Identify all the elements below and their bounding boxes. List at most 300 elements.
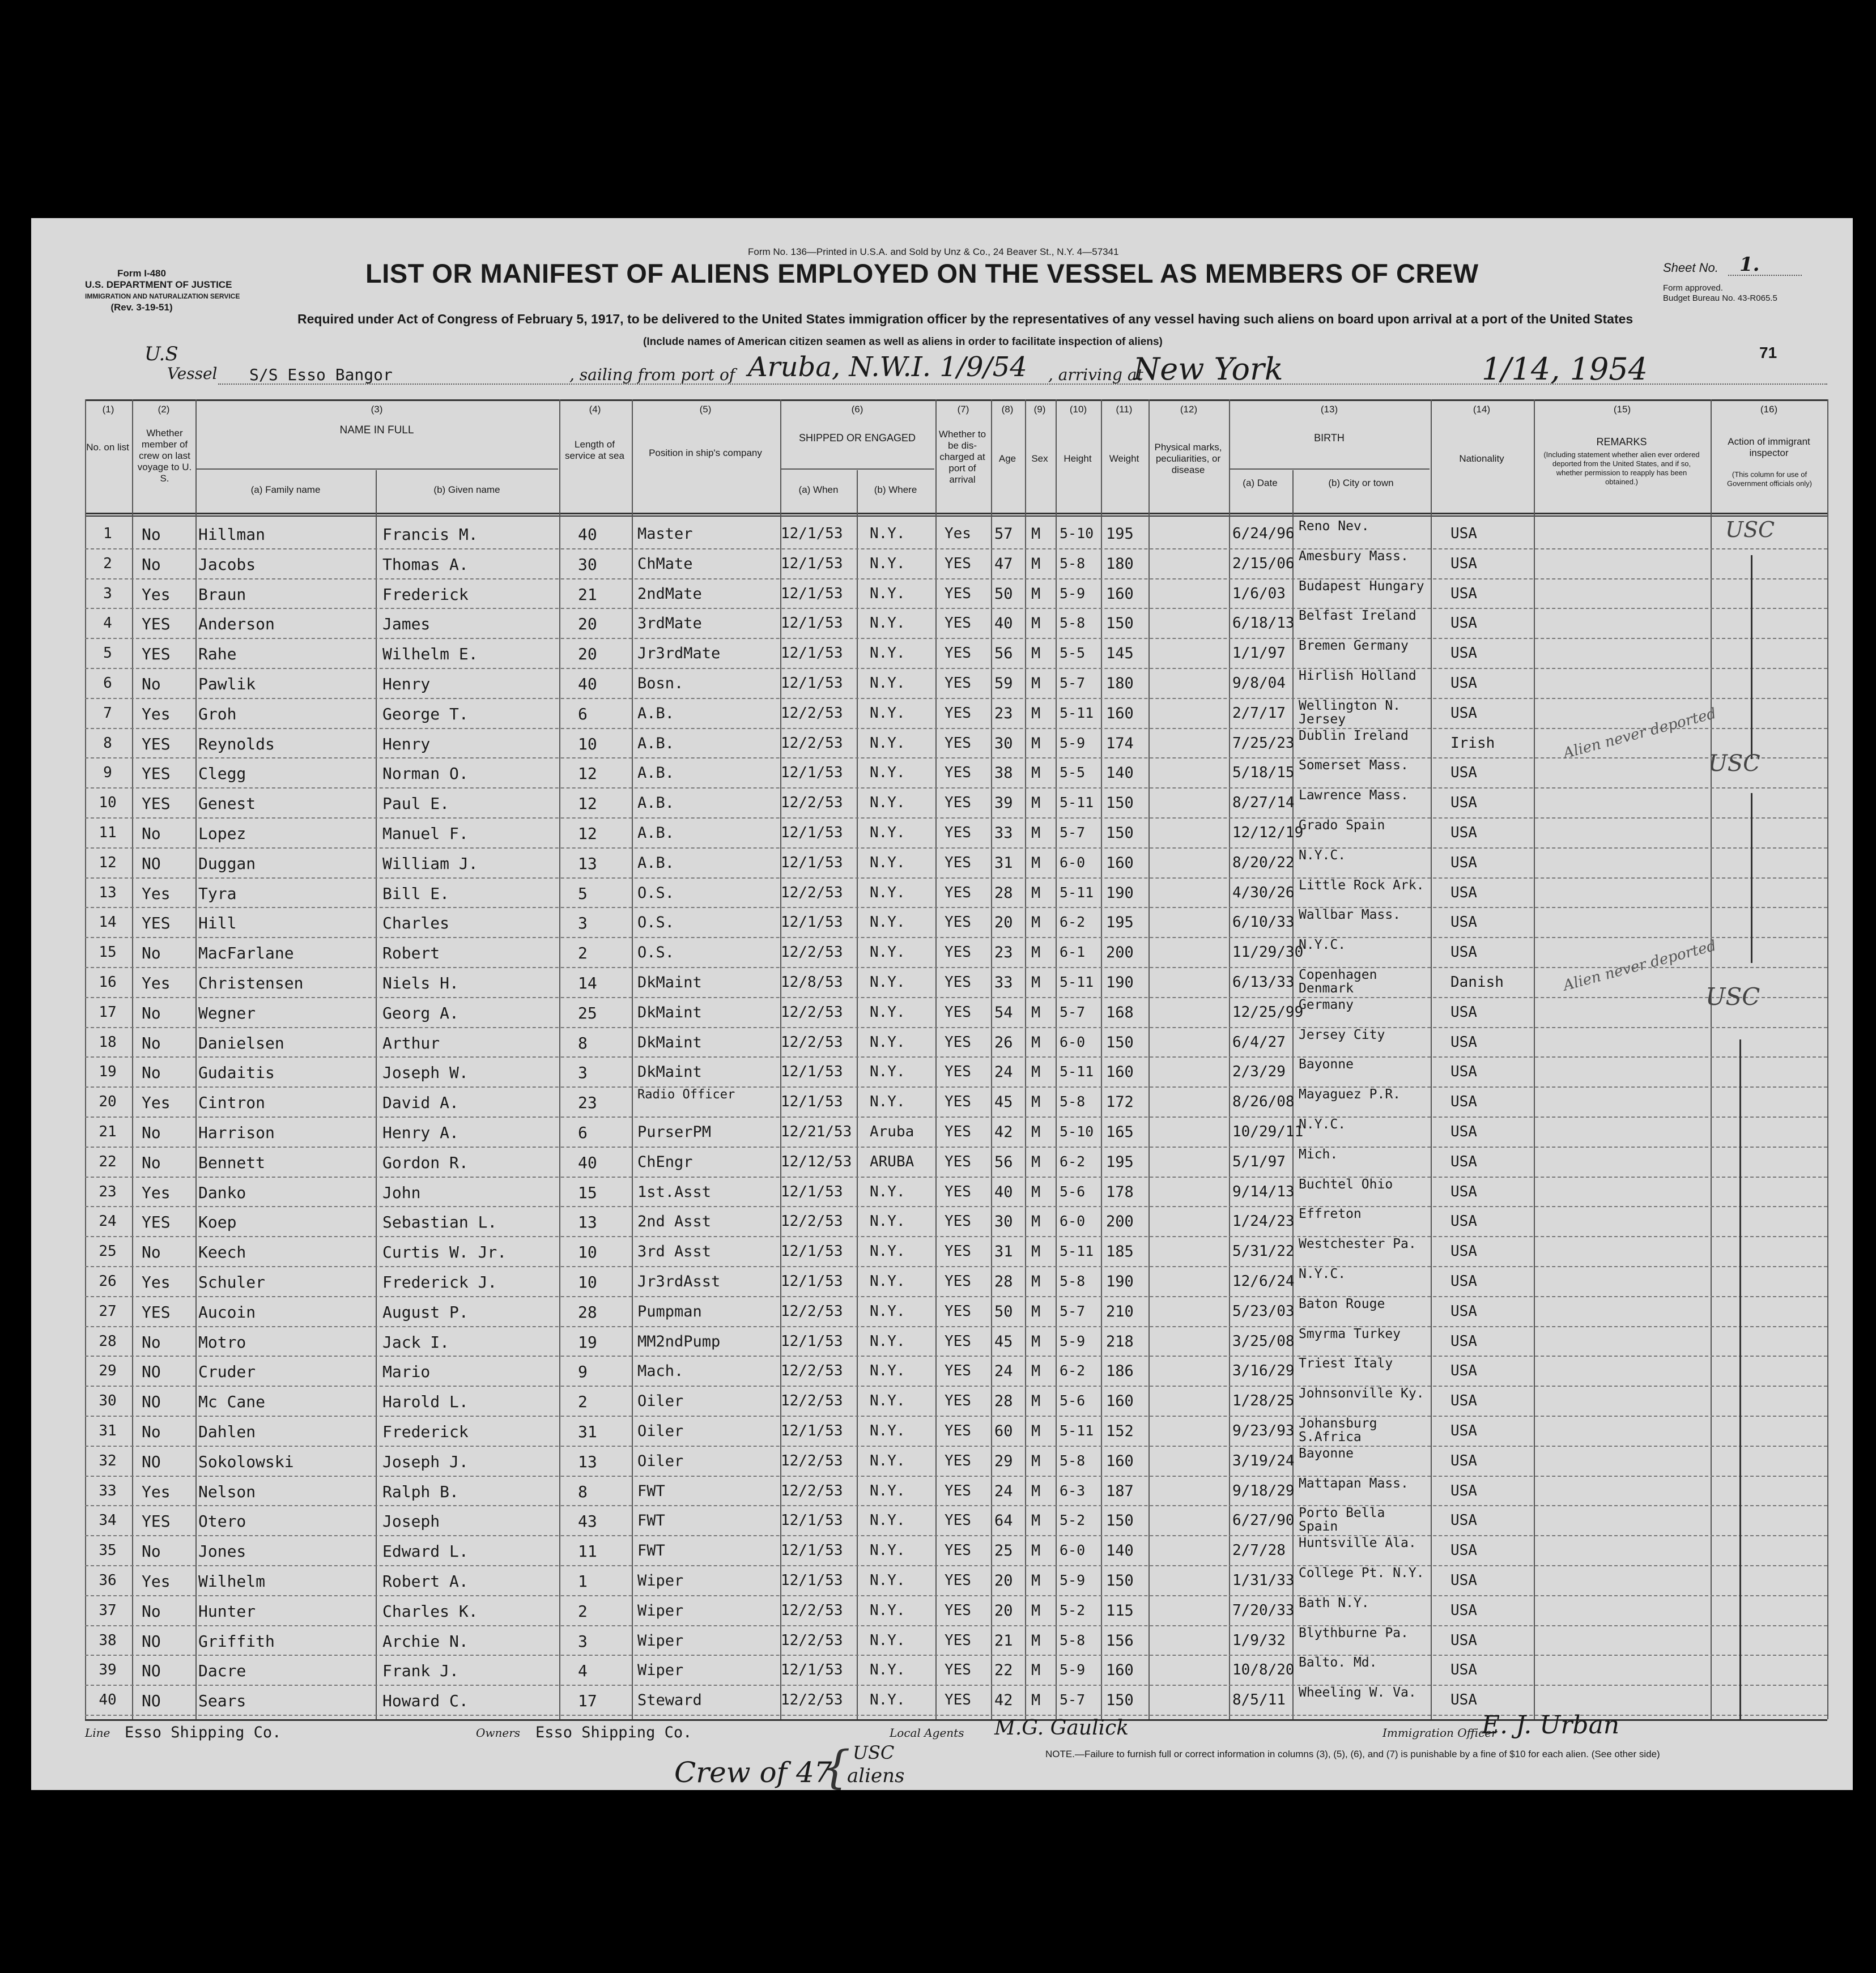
row-rule <box>85 608 1827 609</box>
birth-date-cell: 2/15/06 <box>1232 555 1295 572</box>
column-rule <box>935 399 937 1719</box>
shipped-where-cell: N.Y. <box>870 1601 905 1619</box>
birth-date-cell: 5/23/03 <box>1232 1302 1295 1320</box>
shipped-when-cell: 12/2/53 <box>781 884 843 901</box>
nationality-cell: USA <box>1450 824 1477 841</box>
height-cell: 5-9 <box>1060 734 1086 751</box>
given-name-cell: Jack I. <box>382 1332 450 1352</box>
age-cell: 50 <box>994 1302 1013 1320</box>
member-cell: No <box>142 1123 161 1142</box>
nationality-cell: USA <box>1450 1153 1477 1170</box>
sex-cell: M <box>1031 1392 1041 1410</box>
member-cell: YES <box>142 914 171 933</box>
member-cell: NO <box>142 1631 161 1651</box>
row-rule <box>85 1056 1827 1058</box>
header-when: (a) When <box>798 484 839 495</box>
shipped-where-cell: N.Y. <box>870 1302 905 1320</box>
nationality-cell: USA <box>1450 1093 1477 1111</box>
header-birth-city: (b) City or town <box>1328 478 1394 488</box>
birth-date-cell: 1/1/97 <box>1232 645 1286 662</box>
given-name-cell: Wilhelm E. <box>382 645 478 664</box>
column-rule <box>1534 399 1535 1719</box>
shipped-where-cell: N.Y. <box>870 1572 905 1589</box>
shipped-when-cell: 12/12/53 <box>781 1153 852 1170</box>
weight-cell: 174 <box>1106 734 1134 752</box>
shipped-where-cell: N.Y. <box>870 1033 905 1051</box>
age-cell: 31 <box>994 854 1013 872</box>
shipped-where-cell: N.Y. <box>870 1452 905 1469</box>
weight-cell: 190 <box>1106 974 1134 991</box>
position-cell: Mach. <box>637 1362 684 1380</box>
member-cell: No <box>142 1243 161 1262</box>
service-length-cell: 13 <box>578 854 597 873</box>
penalty-note: NOTE.—Failure to furnish full or correct information in columns (3), (5), (6), and (7) is punishable by a fine of $10 for each alien. (See other side) <box>1045 1749 1660 1759</box>
birth-city-cell: Little Rock Ark. <box>1299 878 1424 893</box>
sailing-label: , sailing from port of <box>569 365 735 384</box>
row-rule <box>85 578 1827 579</box>
nationality-cell: USA <box>1450 1601 1477 1619</box>
birth-city-cell: Mattapan Mass. <box>1299 1476 1409 1491</box>
row-rule <box>85 1386 1827 1387</box>
discharged-cell: YES <box>945 1213 971 1230</box>
birth-city-cell: Budapest Hungary <box>1299 579 1424 594</box>
given-name-cell: Archie N. <box>382 1631 469 1651</box>
nationality-cell: USA <box>1450 1003 1477 1021</box>
nationality-cell: USA <box>1450 1362 1477 1380</box>
shipped-where-cell: Aruba <box>870 1123 914 1140</box>
family-name-cell: Cruder <box>198 1362 256 1382</box>
row-rule <box>85 817 1827 819</box>
sex-cell: M <box>1031 794 1041 812</box>
position-cell: Master <box>637 525 693 543</box>
sex-cell: M <box>1031 1332 1041 1350</box>
discharged-cell: YES <box>945 1601 971 1619</box>
height-cell: 5-6 <box>1060 1392 1086 1409</box>
shipped-when-cell: 12/1/53 <box>781 645 843 662</box>
weight-cell: 160 <box>1106 704 1134 722</box>
position-cell: Wiper <box>637 1601 684 1620</box>
height-cell: 5-8 <box>1060 555 1086 572</box>
given-name-cell: Frederick J. <box>382 1273 497 1292</box>
position-cell: Jr3rdMate <box>637 645 721 663</box>
service-length-cell: 10 <box>578 1273 597 1292</box>
birth-date-cell: 8/27/14 <box>1232 794 1295 812</box>
shipped-where-cell: N.Y. <box>870 974 905 991</box>
birth-city-cell: Bayonne <box>1299 1058 1354 1072</box>
height-cell: 5-9 <box>1060 585 1086 602</box>
given-name-cell: Henry <box>382 675 431 693</box>
nationality-cell: USA <box>1450 1512 1477 1529</box>
discharged-cell: YES <box>945 1063 971 1081</box>
shipped-sub-rule <box>780 468 934 470</box>
row-number: 16 <box>99 974 117 991</box>
age-cell: 23 <box>994 704 1013 722</box>
header-where: (b) Where <box>874 484 917 495</box>
height-cell: 6-2 <box>1060 914 1086 931</box>
row-rule <box>85 1236 1827 1237</box>
header-birth: BIRTH <box>1314 432 1345 444</box>
birth-city-cell: Wellington N. Jersey <box>1299 698 1401 727</box>
row-number: 5 <box>103 645 112 662</box>
form-id: Form I-480 <box>117 268 166 279</box>
given-name-cell: Robert A. <box>382 1572 469 1591</box>
nationality-cell: USA <box>1450 1572 1477 1589</box>
shipped-when-cell: 12/1/53 <box>781 914 843 931</box>
header-age: Age <box>998 453 1016 464</box>
weight-cell: 180 <box>1106 675 1134 692</box>
header-weight: Weight <box>1109 453 1139 464</box>
vessel-name: S/S Esso Bangor <box>249 365 393 384</box>
crew-count-note: Crew of 47 <box>674 1756 832 1789</box>
height-cell: 5-2 <box>1060 1601 1086 1618</box>
position-cell: A.B. <box>637 734 675 752</box>
nationality-cell: USA <box>1450 1213 1477 1230</box>
weight-cell: 160 <box>1106 1452 1134 1470</box>
family-name-cell: Dacre <box>198 1661 246 1681</box>
nationality-cell: Danish <box>1450 974 1504 991</box>
shipped-when-cell: 12/1/53 <box>781 1512 843 1529</box>
height-cell: 5-7 <box>1060 1003 1086 1020</box>
shipped-when-cell: 12/2/53 <box>781 1362 843 1380</box>
page-title: LIST OR MANIFEST OF ALIENS EMPLOYED ON THE VESSEL AS MEMBERS OF CREW <box>365 258 1479 288</box>
given-name-cell: Ralph B. <box>382 1482 459 1501</box>
birth-date-cell: 1/6/03 <box>1232 585 1286 602</box>
row-number: 23 <box>99 1183 117 1200</box>
given-name-cell: James <box>382 615 431 634</box>
sex-cell: M <box>1031 1542 1041 1560</box>
row-number: 39 <box>99 1661 117 1679</box>
family-name-cell: Schuler <box>198 1273 266 1292</box>
weight-cell: 152 <box>1106 1422 1134 1440</box>
crew-usc-note: USC <box>853 1742 895 1763</box>
age-cell: 64 <box>994 1512 1013 1530</box>
shipped-where-cell: N.Y. <box>870 1243 905 1260</box>
row-number: 27 <box>99 1302 117 1320</box>
member-cell: No <box>142 675 161 693</box>
nationality-cell: USA <box>1450 794 1477 812</box>
discharged-cell: YES <box>945 734 971 752</box>
service-length-cell: 12 <box>578 794 597 813</box>
height-cell: 6-0 <box>1060 1213 1086 1230</box>
birth-date-cell: 8/26/08 <box>1232 1093 1295 1111</box>
header-given-name: (b) Given name <box>433 484 500 495</box>
birth-city-cell: Amesbury Mass. <box>1299 549 1409 564</box>
service-length-cell: 43 <box>578 1512 597 1531</box>
given-name-cell: Bill E. <box>382 884 450 903</box>
weight-cell: 160 <box>1106 585 1134 603</box>
row-number: 2 <box>103 555 112 572</box>
shipped-when-cell: 12/2/53 <box>781 944 843 961</box>
service-length-cell: 28 <box>578 1302 597 1322</box>
discharged-cell: YES <box>945 1302 971 1320</box>
position-cell: 2ndMate <box>637 585 702 603</box>
position-cell: DkMaint <box>637 1003 702 1021</box>
member-cell: NO <box>142 1452 161 1471</box>
shipped-when-cell: 12/1/53 <box>781 585 843 602</box>
given-name-cell: Robert <box>382 944 440 963</box>
birth-city-cell: Somerset Mass. <box>1299 758 1409 773</box>
age-cell: 50 <box>994 585 1013 603</box>
service-length-cell: 8 <box>578 1482 588 1501</box>
row-number: 35 <box>99 1542 117 1559</box>
given-name-cell: Howard C. <box>382 1691 469 1711</box>
row-number: 37 <box>99 1601 117 1619</box>
position-cell: Oiler <box>637 1392 684 1410</box>
discharged-cell: YES <box>945 1003 971 1021</box>
discharged-cell: YES <box>945 1631 971 1649</box>
row-rule <box>85 548 1827 549</box>
nationality-cell: USA <box>1450 675 1477 692</box>
member-cell: YES <box>142 794 171 813</box>
birth-city-cell: Blythburne Pa. <box>1299 1626 1409 1640</box>
family-name-cell: Nelson <box>198 1482 256 1501</box>
height-cell: 6-1 <box>1060 944 1086 961</box>
service-length-cell: 3 <box>578 914 588 933</box>
service-length-cell: 12 <box>578 764 597 783</box>
family-name-cell: Aucoin <box>198 1302 256 1322</box>
shipped-when-cell: 12/1/53 <box>781 1243 843 1260</box>
age-cell: 28 <box>994 1392 1013 1410</box>
row-number: 4 <box>103 615 112 632</box>
shipped-when-cell: 12/2/53 <box>781 1302 843 1320</box>
sex-cell: M <box>1031 1601 1041 1620</box>
sex-cell: M <box>1031 884 1041 902</box>
family-name-cell: Groh <box>198 704 237 723</box>
sex-cell: M <box>1031 1691 1041 1710</box>
shipped-when-cell: 12/1/53 <box>781 1063 843 1081</box>
position-cell: Bosn. <box>637 675 684 692</box>
weight-cell: 185 <box>1106 1243 1134 1261</box>
birth-city-cell: College Pt. N.Y. <box>1299 1566 1424 1580</box>
birth-date-cell: 6/24/96 <box>1232 525 1295 542</box>
usc-annotation: USC <box>1725 517 1775 542</box>
given-name-cell: Frederick <box>382 585 469 604</box>
form-agency-block <box>85 268 240 313</box>
birth-date-cell: 9/23/93 <box>1232 1422 1295 1439</box>
column-rule <box>1711 399 1712 1719</box>
row-number: 33 <box>99 1482 117 1499</box>
sex-cell: M <box>1031 645 1041 663</box>
age-cell: 29 <box>994 1452 1013 1470</box>
row-rule <box>85 728 1827 729</box>
birth-date-cell: 6/10/33 <box>1232 914 1295 931</box>
shipped-when-cell: 12/2/53 <box>781 704 843 722</box>
birth-city-cell: Westchester Pa. <box>1299 1237 1416 1252</box>
row-number: 21 <box>99 1123 117 1140</box>
service-length-cell: 40 <box>578 525 597 544</box>
member-cell: NO <box>142 1362 161 1382</box>
discharged-cell: YES <box>945 1482 971 1499</box>
shipped-where-cell: ARUBA <box>870 1153 914 1170</box>
service-length-cell: 1 <box>578 1572 588 1591</box>
birth-date-cell: 5/31/22 <box>1232 1243 1295 1260</box>
row-number: 15 <box>99 944 117 961</box>
age-cell: 45 <box>994 1093 1013 1111</box>
discharged-cell: YES <box>945 1362 971 1380</box>
row-number: 18 <box>99 1033 117 1051</box>
sex-cell: M <box>1031 1661 1041 1680</box>
height-cell: 5-11 <box>1060 1063 1094 1080</box>
nationality-cell: USA <box>1450 944 1477 961</box>
height-cell: 5-7 <box>1060 1691 1086 1708</box>
age-cell: 59 <box>994 675 1013 692</box>
age-cell: 20 <box>994 1572 1013 1590</box>
nationality-cell: USA <box>1450 615 1477 632</box>
height-cell: 5-11 <box>1060 884 1094 901</box>
row-number: 7 <box>103 704 112 722</box>
column-number: (8) <box>1001 404 1014 415</box>
shipped-when-cell: 12/1/53 <box>781 1542 843 1559</box>
birth-date-cell: 10/8/20 <box>1232 1661 1295 1679</box>
given-name-cell: Joseph J. <box>382 1452 469 1471</box>
column-rule <box>632 399 633 1719</box>
given-name-cell: Joseph <box>382 1512 440 1531</box>
column-rule <box>132 399 133 1719</box>
header-action: Action of immigrant inspector <box>1728 436 1810 458</box>
service-length-cell: 30 <box>578 555 597 574</box>
sheet-label: Sheet No. <box>1663 261 1718 275</box>
shipped-when-cell: 12/1/53 <box>781 615 843 632</box>
age-cell: 56 <box>994 1153 1013 1171</box>
weight-cell: 150 <box>1106 1572 1134 1590</box>
birth-date-cell: 1/31/33 <box>1232 1572 1295 1589</box>
service-length-cell: 2 <box>578 1392 588 1412</box>
approved-text: Form approved. <box>1663 283 1723 293</box>
given-name-cell: Arthur <box>382 1033 440 1052</box>
row-number: 1 <box>103 525 112 542</box>
age-cell: 54 <box>994 1003 1013 1021</box>
owners-label: Owners <box>476 1726 521 1740</box>
bracket-line <box>1751 793 1752 963</box>
service-length-cell: 25 <box>578 1003 597 1022</box>
age-cell: 20 <box>994 1601 1013 1620</box>
shipped-where-cell: N.Y. <box>870 1392 905 1410</box>
owners-value: Esso Shipping Co. <box>535 1724 692 1741</box>
member-cell: No <box>142 1422 161 1441</box>
discharged-cell: YES <box>945 1153 971 1170</box>
height-cell: 5-11 <box>1060 704 1094 721</box>
family-name-cell: Bennett <box>198 1153 266 1172</box>
discharged-cell: YES <box>945 1452 971 1469</box>
birth-city-cell: Germany <box>1299 998 1354 1012</box>
sex-cell: M <box>1031 1512 1041 1530</box>
sex-cell: M <box>1031 1631 1041 1650</box>
column-number: (1) <box>102 404 114 415</box>
nationality-cell: USA <box>1450 884 1477 901</box>
shipped-when-cell: 12/2/53 <box>781 734 843 752</box>
position-cell: FWT <box>637 1512 665 1530</box>
position-cell: Steward <box>637 1691 702 1710</box>
voyage-line <box>218 383 1827 385</box>
weight-cell: 140 <box>1106 764 1134 782</box>
service-length-cell: 10 <box>578 1243 597 1262</box>
discharged-cell: YES <box>945 1033 971 1051</box>
sex-cell: M <box>1031 1093 1041 1111</box>
weight-cell: 160 <box>1106 1392 1134 1410</box>
age-cell: 23 <box>994 944 1013 962</box>
family-name-cell: Christensen <box>198 974 304 992</box>
member-cell: No <box>142 1033 161 1052</box>
weight-cell: 200 <box>1106 1213 1134 1231</box>
discharged-cell: YES <box>945 1332 971 1350</box>
birth-city-cell: Johansburg S.Africa <box>1299 1417 1377 1444</box>
discharged-cell: YES <box>945 764 971 782</box>
shipped-where-cell: N.Y. <box>870 944 905 961</box>
page-number: 71 <box>1759 344 1777 361</box>
sub-column-rule <box>857 470 858 1719</box>
shipped-where-cell: N.Y. <box>870 824 905 841</box>
service-length-cell: 14 <box>578 974 597 992</box>
given-name-cell: Francis M. <box>382 525 478 544</box>
birth-date-cell: 3/19/24 <box>1232 1452 1295 1469</box>
age-cell: 57 <box>994 525 1013 543</box>
member-cell: Yes <box>142 1183 171 1202</box>
birth-date-cell: 7/20/33 <box>1232 1601 1295 1619</box>
shipped-when-cell: 12/1/53 <box>781 1661 843 1679</box>
position-cell: ChEngr <box>637 1153 693 1171</box>
discharged-cell: YES <box>945 615 971 632</box>
sex-cell: M <box>1031 1153 1041 1171</box>
given-name-cell: Norman O. <box>382 764 469 783</box>
row-rule <box>85 1356 1827 1357</box>
row-number: 20 <box>99 1093 117 1111</box>
shipped-when-cell: 12/2/53 <box>781 794 843 812</box>
family-name-cell: Sears <box>198 1691 246 1711</box>
row-rule <box>85 787 1827 789</box>
discharged-cell: YES <box>945 1572 971 1589</box>
shipped-when-cell: 12/1/53 <box>781 764 843 782</box>
age-cell: 38 <box>994 764 1013 782</box>
family-name-cell: Otero <box>198 1512 246 1531</box>
birth-city-cell: Huntsville Ala. <box>1299 1536 1416 1551</box>
nationality-cell: USA <box>1450 1243 1477 1260</box>
sex-cell: M <box>1031 704 1041 722</box>
row-rule <box>85 668 1827 669</box>
nationality-cell: USA <box>1450 764 1477 782</box>
row-rule <box>85 1147 1827 1148</box>
weight-cell: 195 <box>1106 1153 1134 1171</box>
row-rule <box>85 1206 1827 1207</box>
service-length-cell: 23 <box>578 1093 597 1113</box>
shipped-where-cell: N.Y. <box>870 704 905 722</box>
nationality-cell: USA <box>1450 1482 1477 1499</box>
row-rule <box>85 877 1827 879</box>
family-name-cell: Harrison <box>198 1123 275 1142</box>
sex-cell: M <box>1031 854 1041 872</box>
position-cell: O.S. <box>637 884 675 902</box>
family-name-cell: Braun <box>198 585 246 604</box>
sub-column-rule <box>376 470 377 1719</box>
height-cell: 6-0 <box>1060 1033 1086 1050</box>
birth-city-cell: Porto Bella Spain <box>1299 1506 1385 1535</box>
service-length-cell: 4 <box>578 1661 588 1681</box>
member-cell: Yes <box>142 704 171 723</box>
birth-date-cell: 9/14/13 <box>1232 1183 1295 1200</box>
arrival-date: 1/14, 1954 <box>1482 351 1648 387</box>
name-sub-rule <box>195 468 558 470</box>
birth-city-cell: Wheeling W. Va. <box>1299 1686 1416 1701</box>
sheet-number: 1. <box>1739 253 1760 276</box>
given-name-cell: George T. <box>382 704 469 723</box>
given-name-cell: Harold L. <box>382 1392 469 1412</box>
shipped-where-cell: N.Y. <box>870 1003 905 1021</box>
family-name-cell: Cintron <box>198 1093 266 1113</box>
height-cell: 5-9 <box>1060 1572 1086 1588</box>
birth-date-cell: 2/7/28 <box>1232 1542 1286 1559</box>
sex-cell: M <box>1031 1183 1041 1201</box>
header-physical: Physical marks, peculiarities, or disease <box>1154 442 1222 475</box>
weight-cell: 168 <box>1106 1003 1134 1021</box>
